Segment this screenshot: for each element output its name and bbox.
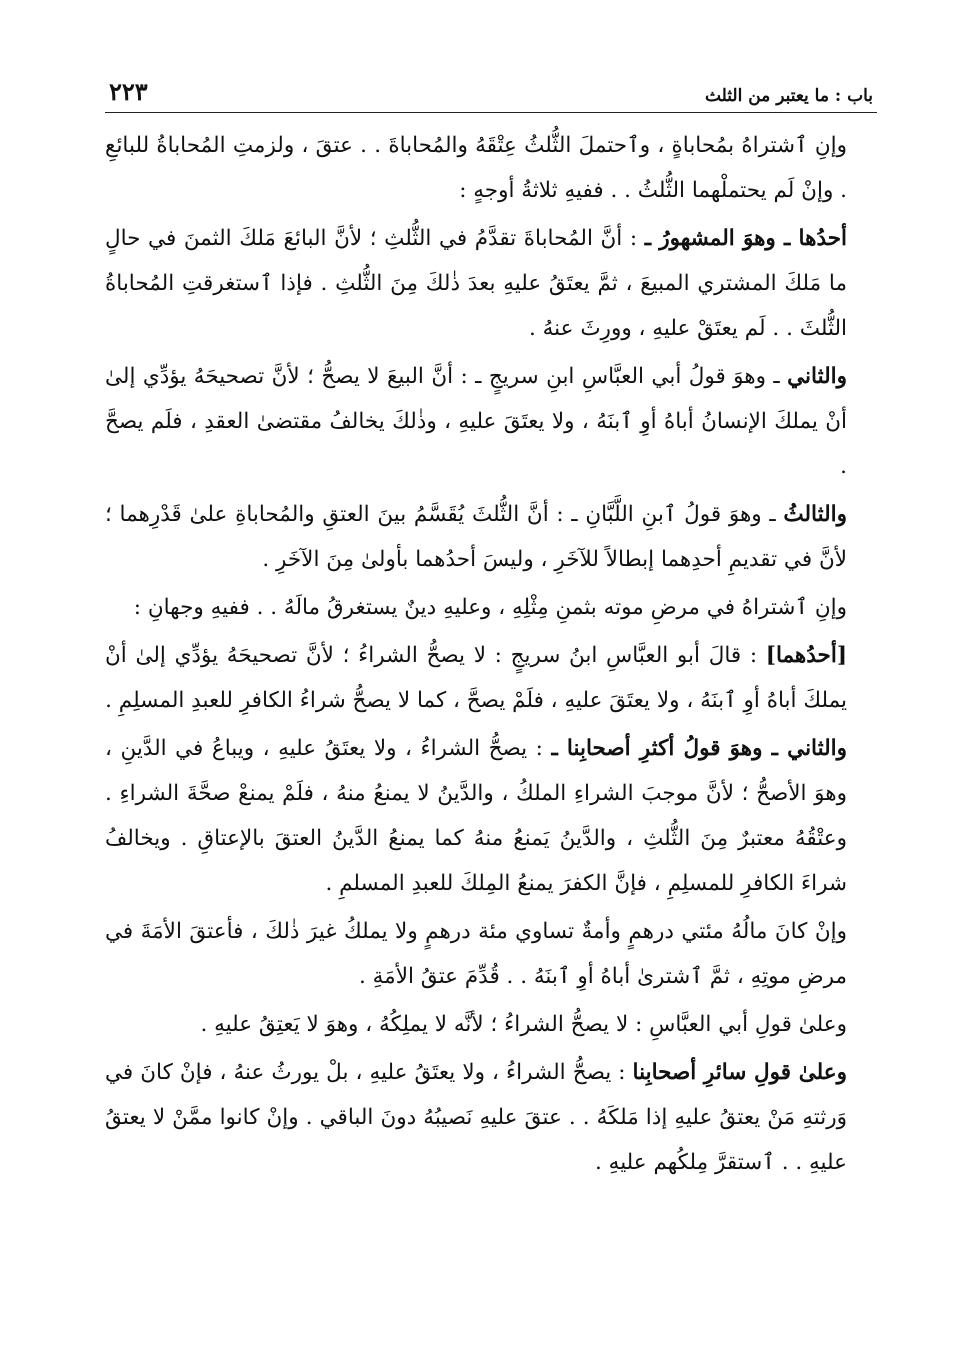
book-page <box>105 70 877 1188</box>
paragraph <box>105 216 877 351</box>
paragraph-text: وعلىٰ قولِ أبي العبَّاسِ : لا يصحُّ الشراءُ ؛ لأنَّه لا يملِكُهُ ، وهوَ لا يَعتِقُ عليهِ . <box>200 1012 847 1037</box>
paragraph-lead: والثاني <box>787 364 847 389</box>
paragraph <box>105 1050 877 1185</box>
paragraph <box>105 492 877 582</box>
paragraph-lead: [أحدُهما] <box>765 643 847 668</box>
running-title: باب : ما يعتبر من الثلث <box>704 86 873 106</box>
paragraph-lead: أحدُها ـ وهوَ المشهورُ ـ <box>644 226 847 251</box>
paragraph-text: : أنَّ المُحاباةَ تقدَّمُ في الثُّلثِ ؛ لأنَّ البائعَ مَلكَ الثمنَ في حالٍ ما مَلكَ المشتري المبيعَ ، ثمَّ يعتَقُ عليهِ بعدَ ذٰلكَ مِنَ الثُّلثِ . فإذا ٱستغرقتِ المُحاباةُ الثُّلثَ . . لَم يعتَقْ عليهِ ، وورِثَ عنهُ . <box>105 226 847 341</box>
paragraph <box>105 1002 877 1047</box>
paragraph <box>105 909 877 999</box>
paragraph-lead: والثالثُ <box>783 502 847 527</box>
page-header <box>105 70 877 113</box>
paragraph <box>105 123 877 213</box>
paragraph-text: : يصحُّ الشراءُ ، ولا يعتَقُ عليهِ ، بلْ يورثُ عنهُ ، فإنْ كانَ في وَرثتهِ مَنْ يعتقُ عليهِ إذا مَلكَهُ . . عتقَ عليهِ نَصيبُهُ دونَ الباقي . وإنْ كانوا ممَّنْ لا يعتقُ عليهِ . . ٱستقرَّ مِلكُهم عليهِ . <box>105 1060 847 1175</box>
paragraph <box>105 633 877 723</box>
paragraph-text: وإنِ ٱشتراهُ بمُحاباةٍ ، وٱحتملَ الثُّلثُ عِتْقَهُ والمُحاباةَ . . عتقَ ، ولزمتِ المُحاباةُ للبائعِ . وإنْ لَم يحتملْهما الثُّلثُ . . ففيهِ ثلاثةُ أوجهٍ : <box>105 133 847 203</box>
paragraph <box>105 726 877 906</box>
paragraph-lead: وعلىٰ قولِ سائرِ أصحابِنا <box>632 1060 847 1085</box>
paragraph-text: وإنْ كانَ مالُهُ مئتي درهمٍ وأمةٌ تساوي مئة درهمٍ ولا يملكُ غيرَ ذٰلكَ ، فأعتقَ الأمَةَ في مرضِ موتِهِ ، ثمَّ ٱشترىٰ أباهُ أوِ ٱبنَهُ . . قُدِّمَ عتقُ الأمَةِ . <box>105 919 847 989</box>
paragraph-text: ـ وهوَ قولُ أبي العبَّاسِ ابنِ سريجٍ ـ : أنَّ البيعَ لا يصحُّ ؛ لأنَّ تصحيحَهُ يؤدِّي إلىٰ أنْ يملكَ الإنسانُ أباهُ أوِ ٱبنَهُ ، ولا يعتَقَ عليهِ ، وذٰلكَ يخالفُ مقتضىٰ العقدِ ، فلَم يصحَّ . <box>105 364 847 479</box>
paragraph <box>105 585 877 630</box>
body-text <box>105 123 877 1185</box>
paragraph <box>105 354 877 489</box>
paragraph-text: وإنِ ٱشتراهُ في مرضِ موته بثمنِ مِثْلِهِ ، وعليهِ دينٌ يستغرقُ مالَهُ . . ففيهِ وجهانِ : <box>133 595 847 620</box>
paragraph-text: : قالَ أبو العبَّاسِ ابنُ سريجٍ : لا يصحُّ الشراءُ ؛ لأنَّ تصحيحَهُ يؤدِّي إلىٰ أنْ يملكَ أباهُ أوِ ٱبنَهُ ، ولا يعتَقَ عليهِ ، فلَمْ يصحَّ ، كما لا يصحُّ شراءُ الكافرِ للعبدِ المسلِمِ . <box>105 643 847 713</box>
paragraph-lead: والثاني ـ وهوَ قولُ أكثرِ أصحابِنا ـ <box>551 736 848 761</box>
page-number: ٢٢٣ <box>109 77 148 106</box>
paragraph-text: ـ وهوَ قولُ ٱبنِ اللَّبَّانِ ـ : أنَّ الثُّلثَ يُقَسَّمُ بينَ العتقِ والمُحاباةِ علىٰ قَدْرِهما ؛ لأنَّ في تقديمِ أحدِهما إبطالاً للآخَرِ ، وليسَ أحدُهما بأولىٰ مِنَ الآخَرِ . <box>105 502 847 572</box>
paragraph-text: : يصحُّ الشراءُ ، ولا يعتَقُ عليهِ ، ويباعُ في الدَّينِ ، وهوَ الأصحُّ ؛ لأنَّ موجبَ الشراءِ الملكُ ، والدَّينُ لا يمنعُ منهُ ، فلَمْ يمنعْ صحَّةَ الشراءِ . وعتْقُهُ معتبرٌ مِنَ الثُّلثِ ، والدَّينُ يَمنعُ منهُ كما يمنعُ الدَّينُ العتقَ بالإعتاقِ . ويخالفُ شراءَ الكافرِ للمسلِمِ ، فإنَّ الكفرَ يمنعُ المِلكَ للعبدِ المسلمِ . <box>105 736 847 896</box>
